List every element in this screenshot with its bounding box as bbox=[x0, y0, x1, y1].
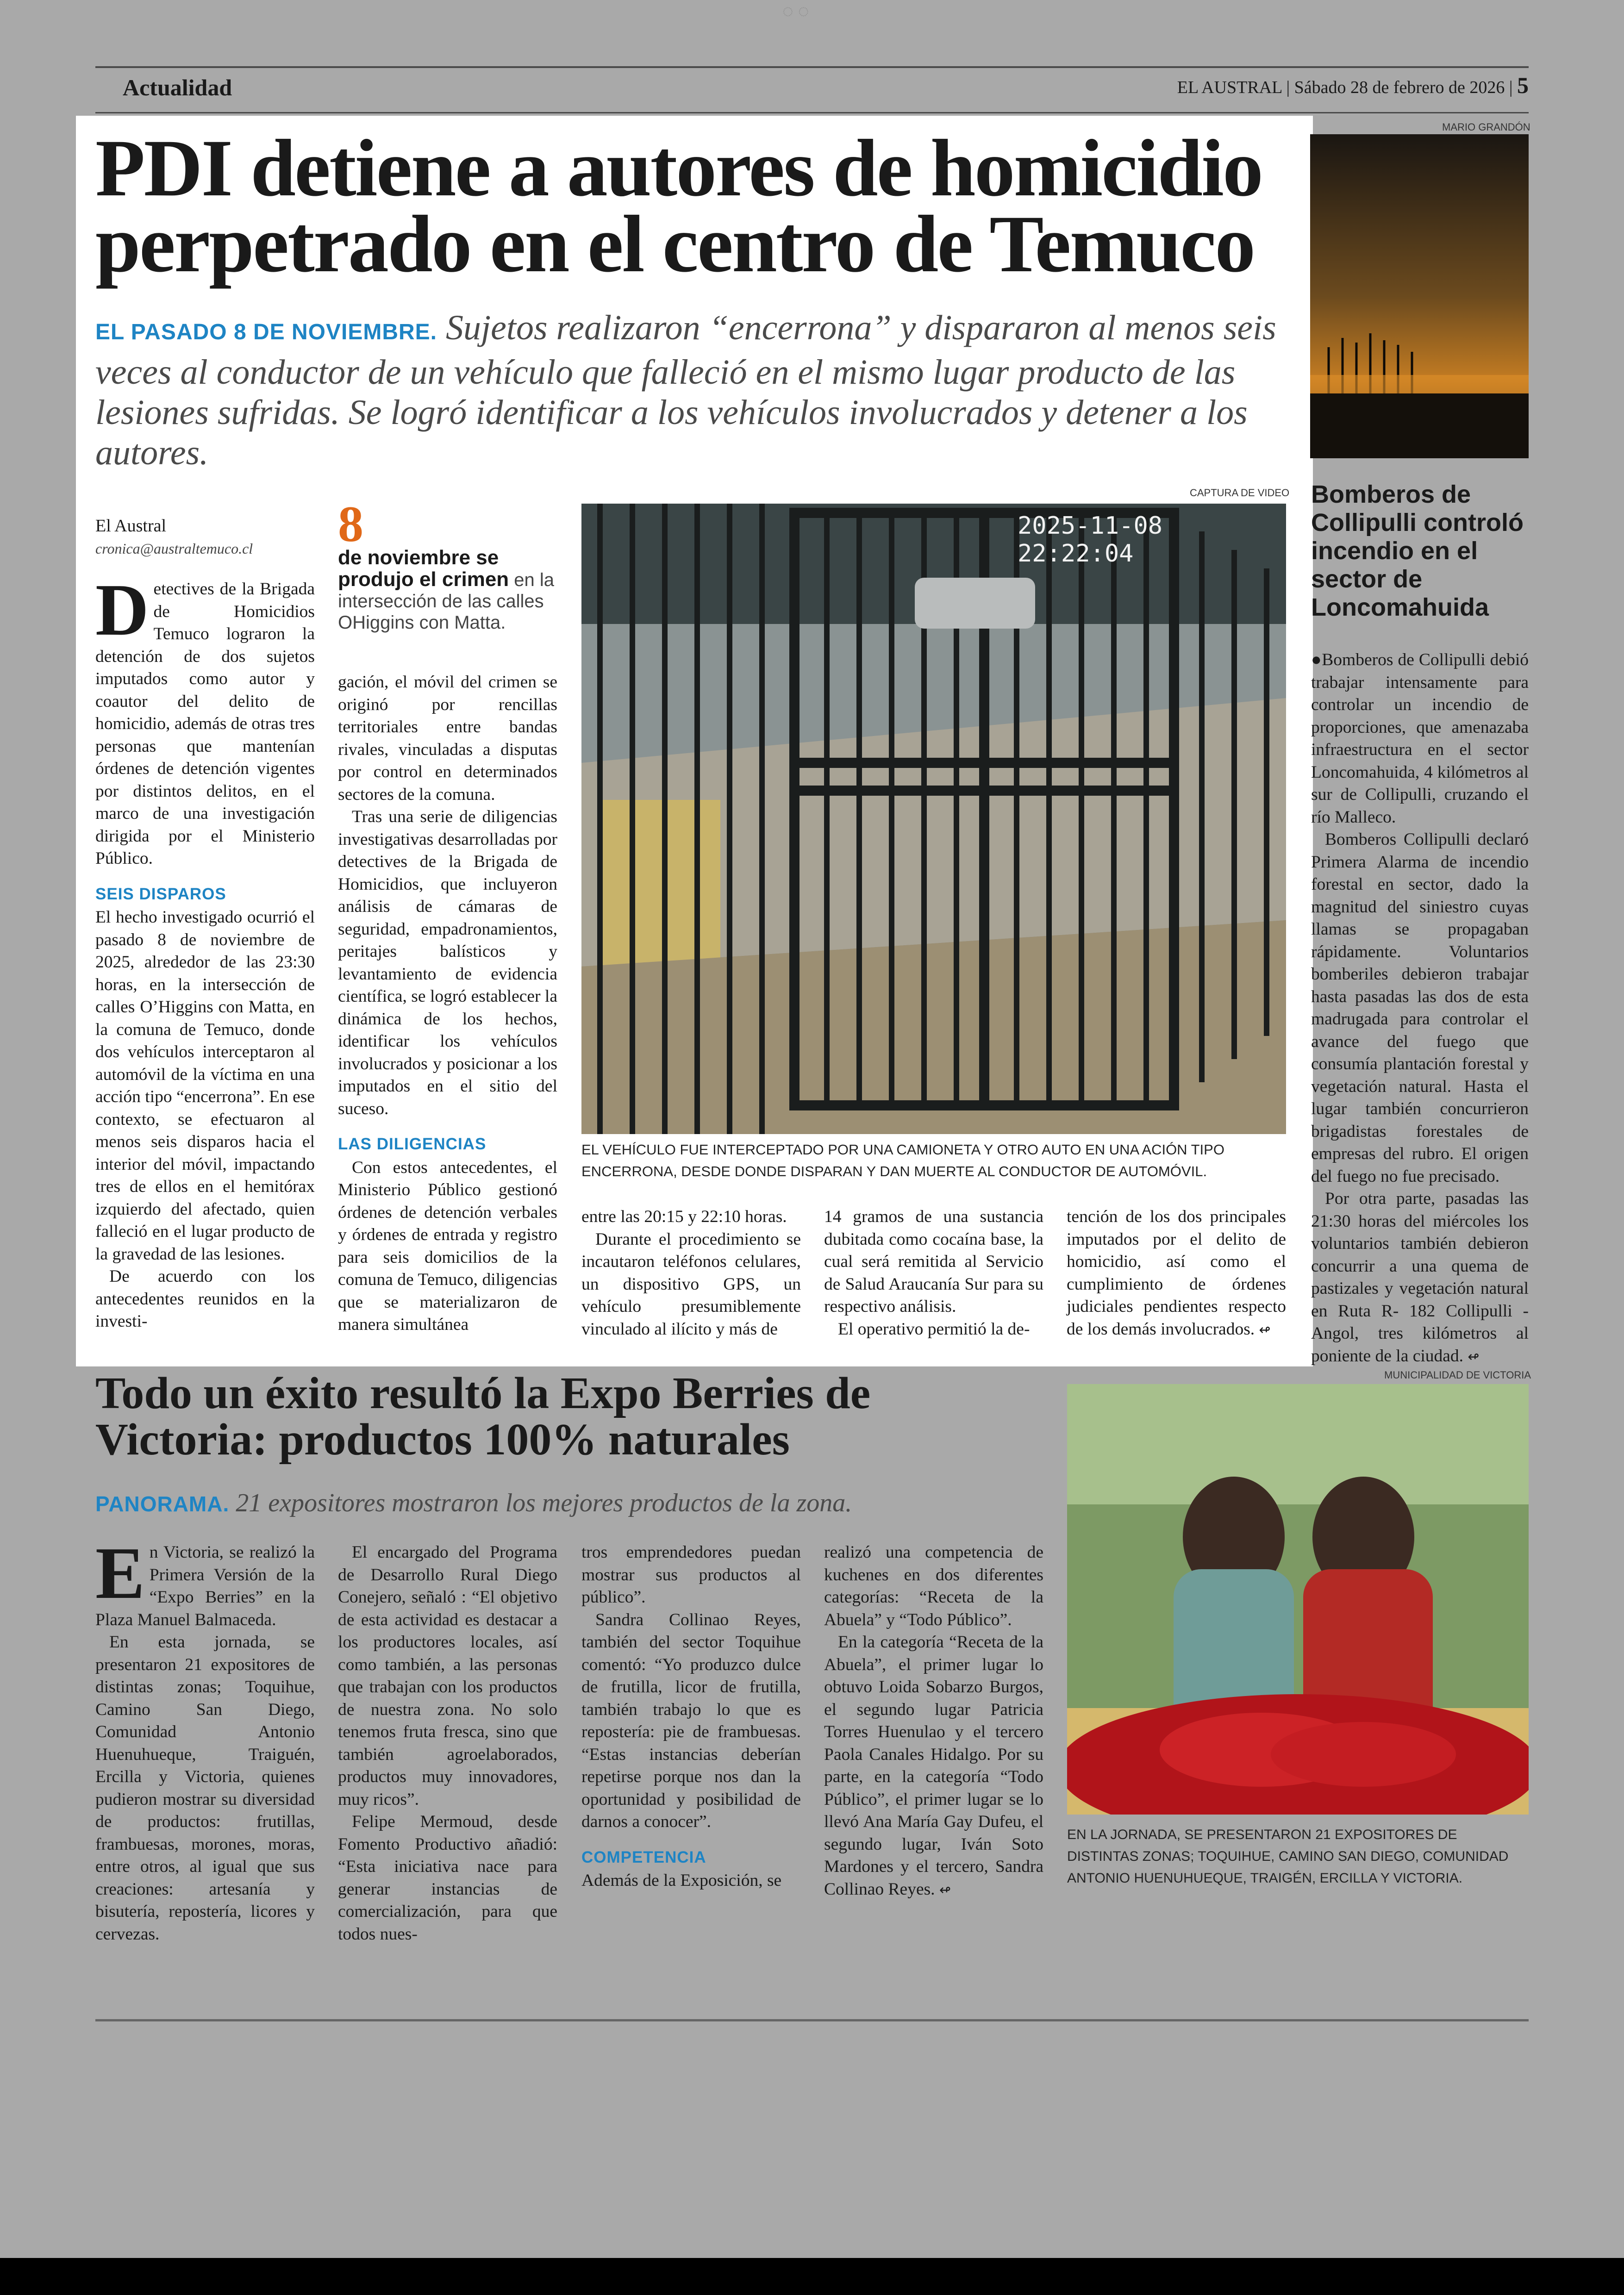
factbox-text: de noviembre se produjo el crimen en la intersección de las calles OHiggins con Matta. bbox=[338, 546, 555, 633]
main-column-1 bbox=[95, 515, 315, 1333]
dropcap: E bbox=[95, 1532, 145, 1614]
paragraph: El encargado del Programa de Desarrollo Rural Diego Conejero, señaló : “El objetivo de esta actividad es destacar a los productores locales, así como también, a las personas que trabajan con los productos de nuestra zona. No solo tenemos fruta fresca, sino que también agroelaborados, productos muy innovadores, muy ricos”. bbox=[338, 1543, 557, 1809]
paragraph: Bomberos Collipulli declaró Primera Alarma de incendio forestal en sector, dado la magnitud del siniestro cuyas llamas se propagaban rápidamente. Voluntarios bomberiles debieron trabajar hasta pasadas las dos de esta madrugada para controlar el avance del fuego que consumía plantación forestal y vegetación natural. Hasta el lugar también concurrieron brigadistas forestales de empresas del rubro. El origen del fuego no fue precisado. bbox=[1311, 830, 1529, 1186]
paragraph: Tras una serie de diligencias investigativas desarrolladas por detectives de la Brigada de Homicidios, que incluyeron análisis de cámaras de seguridad, empadronamientos, peritajes balísticos y levantamiento de evidencia científica, se logró establecer la dinámica de los hechos, identificar los vehículos involucrados y posicionar a los imputados en el sitio del suceso. bbox=[338, 807, 557, 1118]
paragraph: Con estos antecedentes, el Ministerio Público gestionó órdenes de detención verbales y órdenes de entrada y registro para seis domicilios de la comuna de Temuco, diligencias que se materializaron de manera simultánea bbox=[338, 1158, 557, 1334]
second-photo-caption: EN LA JORNADA, SE PRESENTARON 21 EXPOSITORES DE DISTINTAS ZONAS; TOQUIHUE, CAMINO SAN DIEGO, COMUNIDAD ANTONIO HUENUHUEQUE, TRAIGÉN, ERCILLA Y VICTORIA. bbox=[1067, 1827, 1509, 1886]
video-timestamp: 2025-11-08 22:22:04 bbox=[1018, 512, 1163, 568]
main-column-2 bbox=[338, 671, 557, 1336]
paragraph: De acuerdo con los antecedentes reunidos en la investi- bbox=[95, 1267, 315, 1331]
second-kicker: PANORAMA. bbox=[95, 1492, 230, 1516]
gate-photo-illustration bbox=[581, 504, 1286, 1134]
page-number: 5 bbox=[1517, 72, 1529, 98]
page-dots: ◌ ◌ bbox=[782, 0, 809, 21]
fire-photo-illustration bbox=[1310, 134, 1529, 458]
paragraph: Durante el procedimiento se incautaron teléfonos celulares, un dispositivo GPS, un vehículo presumiblemente vinculado al ilícito y más de bbox=[581, 1229, 801, 1339]
main-column-4 bbox=[824, 1206, 1043, 1341]
subhead-seis-disparos: SEIS DISPAROS bbox=[95, 885, 226, 903]
masthead: EL AUSTRAL | Sábado 28 de febrero de 2026 | 5 bbox=[1177, 72, 1529, 98]
berries-photo-illustration bbox=[1067, 1384, 1529, 1815]
paragraph: 14 gramos de una sustancia dubitada como cocaína base, la cual será remitida al Servicio de Salud Araucanía Sur para su respectivo análisis. bbox=[824, 1207, 1043, 1316]
main-kicker: EL PASADO 8 DE NOVIEMBRE. bbox=[95, 320, 437, 344]
subhead-competencia: COMPETENCIA bbox=[581, 1848, 706, 1866]
paragraph: En esta jornada, se presentaron 21 expositores de distintas zonas; Toquihue, Camino San Diego, Comunidad Antonio Huenuhueque, Traiguén, Ercilla y Victoria, quienes pudieron mostrar su diversidad de productos: frutillas, frambuesas, morones, moras, entre otros, al igual que sus creaciones: artesanía y bisutería, repostería, licores y cervezas. bbox=[95, 1633, 315, 1944]
paragraph: El hecho investigado ocurrió el pasado 8 de noviembre de 2025, alrededor de las 23:30 horas, en la intersección de calles O’Higgins con Matta, en la comuna de Temuco, donde dos vehículos interceptaron al automóvil de la víctima en una acción tipo “encerrona”. En ese contexto, se efectuaron al menos seis disparos hacia el interior del móvil, impactando tres de ellos en el hemitórax izquierdo del afectado, quien falleció en el lugar producto de la gravedad de las lesiones. bbox=[95, 908, 315, 1264]
photo-caption: EL VEHÍCULO FUE INTERCEPTADO POR UNA CAMIONETA Y OTRO AUTO EN UNA ACIÓN TIPO ENCERRONA, DESDE DONDE DISPARAN Y DAN MUERTE AL CONDUCTOR DE AUTOMÓVIL. bbox=[581, 1141, 1224, 1179]
paragraph: En Victoria, se realizó la Primera Versión de la “Expo Berries” en la Plaza Manuel Balmaceda. bbox=[95, 1532, 315, 1629]
main-column-3 bbox=[581, 1206, 801, 1341]
second-column-4 bbox=[824, 1541, 1043, 1902]
byline-email: cronica@australtemuco.cl bbox=[95, 540, 253, 557]
second-photo-credit: MUNICIPALIDAD DE VICTORIA bbox=[1384, 1369, 1531, 1381]
paragraph: Detectives de la Brigada de Homicidios Temuco lograron la detención de dos sujetos imputados como autor y coautor del delito de homicidio, además de otras tres personas que mantenían órdenes de detención vigentes por distintos delitos, en el marco de una investigación dirigida por el Ministerio Público. bbox=[95, 568, 315, 868]
bullet-icon: ● bbox=[1311, 650, 1322, 669]
paragraph: Felipe Mermoud, desde Fomento Productivo añadió: “Esta iniciativa nace para generar instancias de comercialización, para que todos nues- bbox=[338, 1812, 557, 1944]
paragraph: ●Bomberos de Collipulli debió trabajar intensamente para controlar un incendio de proporciones, que amenazaba infraestructura en el sector Loncomahuida, 4 kilómetros al sur de Collipulli, cruzando el río Malleco. bbox=[1311, 650, 1529, 827]
dropcap: D bbox=[95, 568, 149, 651]
newspaper-name: EL AUSTRAL bbox=[1177, 78, 1282, 97]
main-lead-text: Sujetos realizaron “encerrona” y dispararon al menos seis veces al conductor de un vehículo que falleció en el mismo lugar producto de las lesiones sufridas. Se logró identificar a los vehículos involucrados y detener a los autores. bbox=[95, 308, 1276, 472]
second-column-1 bbox=[95, 1532, 315, 1946]
second-lead-text: 21 expositores mostraron los mejores productos de la zona. bbox=[236, 1489, 852, 1517]
top-rule bbox=[95, 66, 1529, 68]
second-column-3 bbox=[581, 1541, 801, 1892]
paragraph: En la categoría “Receta de la Abuela”, el primer lugar lo obtuvo Loida Sobarzo Burgos, el segundo lugar Patricia Torres Huenulao y el tercero Paola Canales Hidalgo. Por su parte, en la categoría “Todo Público”, el primer lugar se lo llevó Ana María Gay Dufeu, el segundo lugar, Iván Soto Mardones y el tercero, Sandra Collinao Reyes. ↫ bbox=[824, 1633, 1043, 1899]
gate-photo bbox=[581, 504, 1286, 1134]
paragraph: tención de los dos principales imputados por el delito de homicidio, así como el cumplimiento de órdenes judiciales pendientes respecto de los demás involucrados. ↫ bbox=[1067, 1207, 1286, 1339]
paragraph: tros emprendedores puedan mostrar sus productos al público”. bbox=[581, 1543, 801, 1607]
factbox-number: 8 bbox=[338, 496, 363, 552]
paragraph: gación, el móvil del crimen se originó por rencillas territoriales entre bandas rivales, vinculadas a disputas por control en determinados sectores de la comuna. bbox=[338, 673, 557, 804]
second-headline: Todo un éxito resultó la Expo Berries de Victoria: productos 100% naturales bbox=[95, 1368, 871, 1465]
paragraph: realizó una competencia de kuchenes en dos diferentes categorías: “Receta de la Abuela” y “Todo Público”. bbox=[824, 1543, 1043, 1629]
main-lead bbox=[95, 308, 1280, 473]
paragraph: Sandra Collinao Reyes, también del sector Toquihue comentó: “Yo produzco dulce de frutilla, licor de frutilla, también trabajo lo que es repostería: pie de frambuesas. “Estas instancias deberían repetirse porque nos dan la oportunidad y posibilidad de darnos a conocer”. bbox=[581, 1610, 801, 1831]
sidebar-body bbox=[1311, 649, 1529, 1368]
paragraph: Además de la Exposición, se bbox=[581, 1871, 782, 1890]
factbox bbox=[338, 496, 557, 633]
bottom-rule bbox=[95, 2019, 1529, 2021]
second-lead bbox=[95, 1488, 1068, 1518]
end-mark-icon: ↫ bbox=[1259, 1322, 1271, 1338]
paragraph: entre las 20:15 y 22:10 horas. bbox=[581, 1207, 787, 1226]
subhead-las-diligencias: LAS DILIGENCIAS bbox=[338, 1135, 487, 1153]
section-label: Actualidad bbox=[123, 75, 232, 100]
photo-credit: CAPTURA DE VIDEO bbox=[1190, 487, 1290, 499]
second-column-2 bbox=[338, 1541, 557, 1946]
paragraph: Por otra parte, pasadas las 21:30 horas del miércoles los voluntarios también debieron concurrir a una quema de pastizales y vegetación natural en Ruta R- 182 Collipulli - Angol, tres kilómetros al poniente de la ciudad. ↫ bbox=[1311, 1189, 1529, 1366]
header-rule bbox=[95, 112, 1529, 113]
byline: El Austral bbox=[95, 516, 167, 536]
fire-photo bbox=[1310, 134, 1529, 458]
issue-date: Sábado 28 de febrero de 2026 bbox=[1294, 78, 1505, 97]
bottom-black-bar bbox=[0, 2258, 1624, 2295]
end-mark-icon: ↫ bbox=[1468, 1348, 1480, 1365]
main-headline: PDI detiene a autores de homicidio perpetrado en el centro de Temuco bbox=[95, 123, 1262, 289]
sidebar-headline: Bomberos de Collipulli controló incendio en el sector de Loncomahuida bbox=[1311, 480, 1524, 621]
end-mark-icon: ↫ bbox=[939, 1882, 951, 1898]
main-column-5 bbox=[1067, 1206, 1286, 1341]
sidebar-photo-credit: MARIO GRANDÓN bbox=[1442, 121, 1530, 133]
berries-photo bbox=[1067, 1384, 1529, 1815]
paragraph: El operativo permitió la de- bbox=[838, 1319, 1030, 1339]
